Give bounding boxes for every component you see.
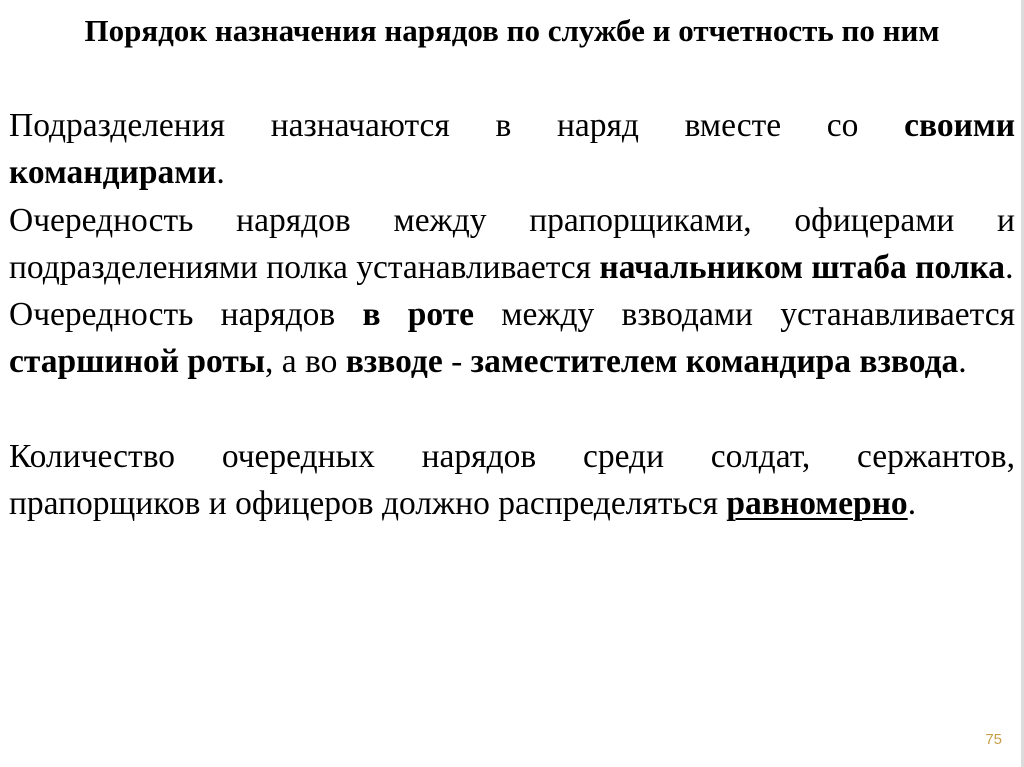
emphasis-chief-of-staff: начальником штаба полка bbox=[599, 248, 1006, 286]
emphasis-deputy-platoon-commander: заместителем командира взвода bbox=[470, 343, 959, 381]
paragraph-text: Количество очередных нарядов среди солдат, сержантов, прапорщиков и офицеров должно распределяться bbox=[9, 437, 1015, 523]
emphasis-platoon: взводе bbox=[345, 343, 443, 381]
paragraph-text: Очередность нарядов bbox=[9, 296, 363, 334]
page-number: 75 bbox=[985, 731, 1002, 748]
paragraph-text: - bbox=[442, 343, 471, 381]
paragraph-company-duty-order bbox=[9, 291, 1015, 386]
paragraph-text: . bbox=[958, 343, 967, 381]
paragraph-text: . bbox=[216, 154, 225, 192]
underlined-evenly: равномерно bbox=[726, 485, 908, 523]
emphasis-evenly bbox=[726, 485, 907, 522]
paragraph-text: . bbox=[907, 485, 917, 523]
emphasis-company-sergeant-major: старшиной роты bbox=[9, 343, 265, 381]
paragraph-spacer bbox=[9, 386, 1015, 433]
paragraph-regiment-duty-order bbox=[9, 197, 1015, 292]
paragraph-text: Очередность нарядов между прапорщиками, офицерами и подразделениями полка устанавливается bbox=[9, 201, 1015, 286]
paragraph-units-with-commanders bbox=[9, 102, 1015, 197]
slide-title: Порядок назначения нарядов по службе и отчетность по ним bbox=[84, 13, 940, 48]
emphasis-own-commanders: своими командирами bbox=[9, 107, 1015, 192]
paragraph-duty-distribution bbox=[9, 433, 1015, 528]
paragraph-text: между взводами устанавливается bbox=[474, 296, 1015, 334]
paragraph-text: , а во bbox=[264, 343, 346, 381]
slide-body bbox=[9, 102, 1015, 527]
emphasis-in-company: в роте bbox=[362, 296, 475, 334]
paragraph-text: . bbox=[1005, 248, 1014, 286]
paragraph-text: Подразделения назначаются в наряд вместе со bbox=[9, 107, 905, 144]
